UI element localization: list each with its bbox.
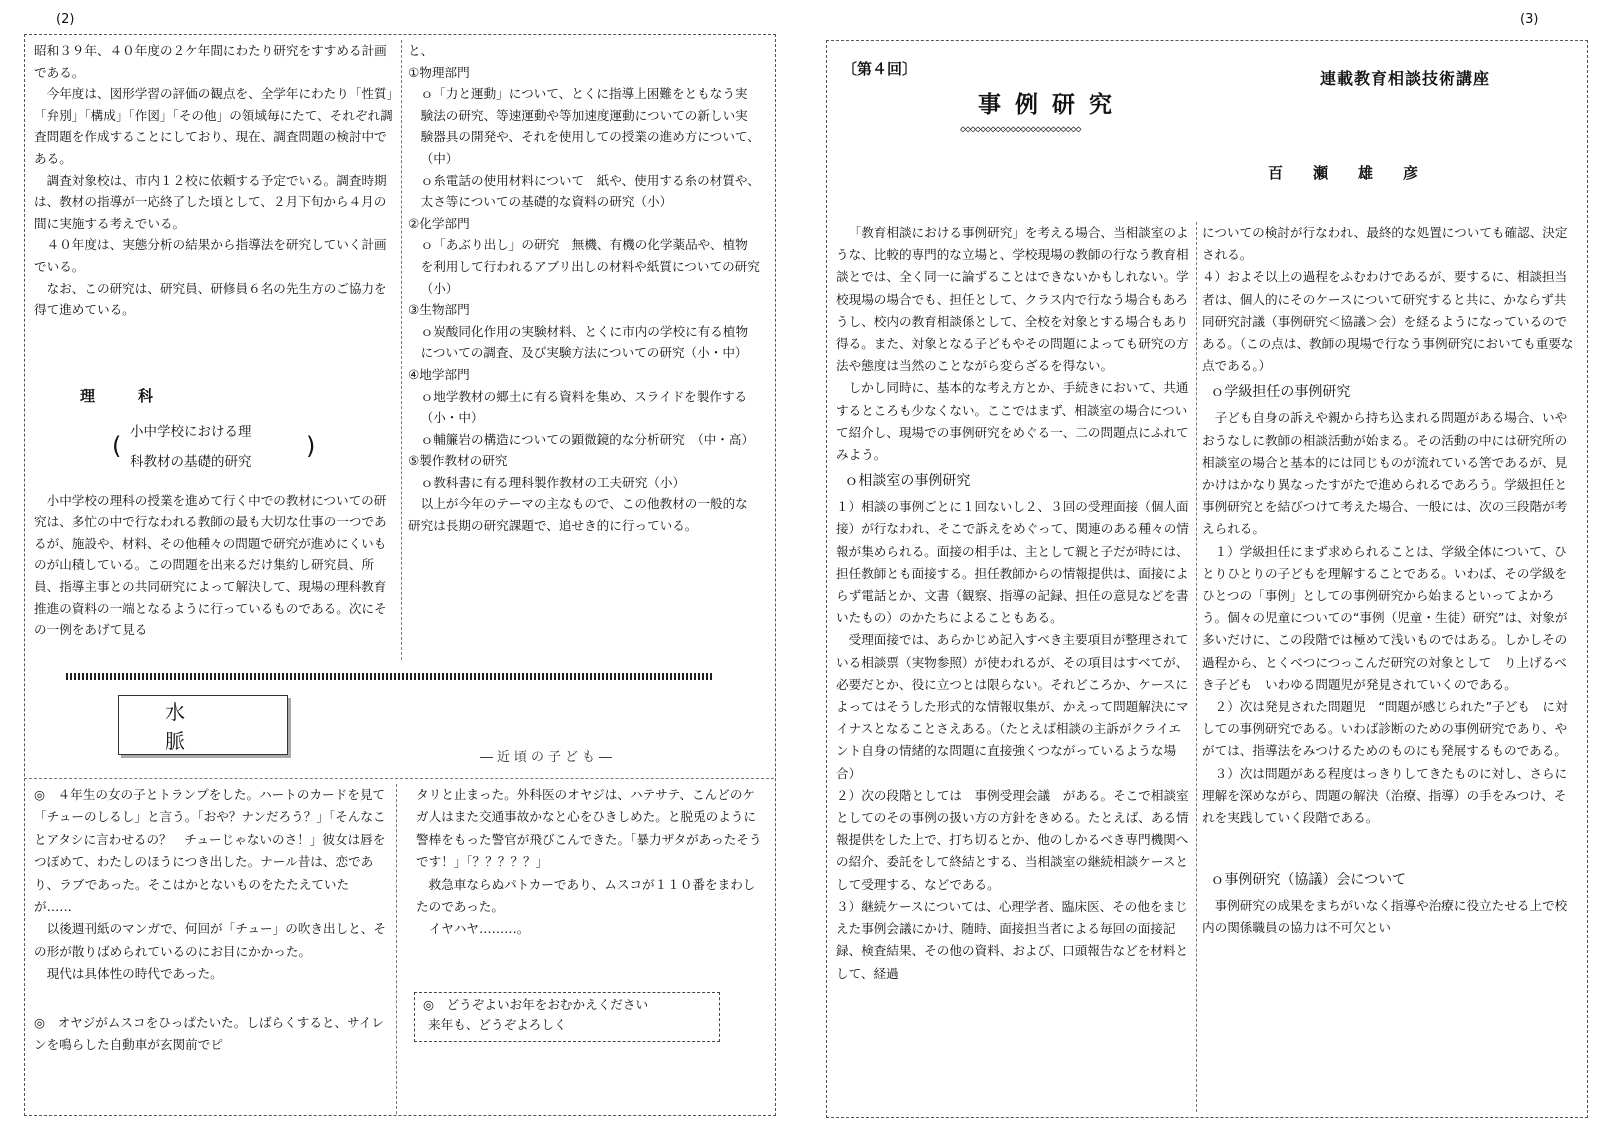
lecture-paragraph: ２）次の段階としては 事例受理会議 がある。そこで相談室としてのその事例の扱い方の方針をきめる。たとえば、ある情報提供をした上で、打ち切るとか、他のしかるべき専門機関への紹介、委託をして終結とする、当相談室の継続相談ケースとして受理する、などである。 (836, 787, 1189, 892)
greeting-line2: 来年も、どうぞよろしく (428, 1017, 567, 1032)
lecture-paragraph: １）学級担任にまず求められることは、学級全体について、ひとりひとりの子どもを理解することである。いわば、その学級をひとつの「事例」としての事例研究から始まるといってよかろう。個々の児童についての“事例（児童・生徒）研究”は、対象が多いだけに、この段階では極めて浅いものではある。しかしその過程から、とくべつにつっこんだ研究の対象として り上げるべき子ども いわゆる問題児が発見されていくのである。 (1202, 543, 1568, 692)
lecture-paragraph: 子ども自身の訴えや親から持ち込まれる問題がある場合、いやおうなしに教師の相談活動が始まる。その活動の中には研究所の相談室の場合と基本的には同じものが流れている筈であるが、見かけはかなり異なったすがたで進められるであろう。学級担任と事例研究とを結びつけて考えた場合、一般には、次の三段階が考えられる。 (1202, 410, 1568, 537)
lecture-paragraph: ３）継続ケースについては、心理学者、臨床医、その他をまじえた事例会議にかけ、随時、面接担当者による毎回の面接記録、検査結果、その他の資料、および、口頭報告などを材料として、経過 (836, 898, 1189, 981)
lecture-paragraph: 「教育相談における事例研究」を考える場合、当相談室のような、比較的専門的な立場と、学校現場の教師の行なう教育相談とでは、全く同一に論ずることはできないかもしれない。学校現場の場合でも、担任として、クラス内で行なう場合もあろうし、校内の教育相談係として、全校を対象とする場合もあり得る。また、対象となる子どもやその問題によっても研究の方法や態度は当然のことながら変らざるを得ない。 (836, 225, 1189, 374)
topic-item: ③生物部門 (408, 302, 470, 318)
page-number: (3) (1520, 12, 1539, 27)
rika-theme (112, 420, 394, 480)
lecture-column-divider (1196, 222, 1197, 1112)
topics-intro: と、 (408, 43, 434, 58)
paren-close: ) (306, 431, 316, 460)
essay-paragraph: ◎ ４年生の女の子とトランプをした。ハートのカードを見て「チューのしるし」と言う。「おや？ナンだろう？」「そんなことアタシに言わせるの？ チューじゃないのさ！」彼女は唇をつぼめて、わたしのほうにつき出した。ナール昔は、恋であり、ラブであった。そこはかとないものをたたえていたが…… (34, 787, 386, 915)
lecture-paragraph: ３）次は問題がある程度はっきりしてきたものに対し、さらに理解を深めながら、問題の解決（治療、指導）の手をみつけ、それを実践していく段階である。 (1202, 765, 1568, 826)
lecture-paragraph: ｏ学級担任の事例研究 (1210, 384, 1351, 401)
essay-divider (396, 784, 397, 1114)
topic-item: 以上が今年のテーマの主なもので、この他教材の一般的な研究は長期の研究課題で、追せき的に行っている。 (408, 496, 748, 534)
rika-body: 小中学校の理科の授業を進めて行く中での教材についての研究は、多忙の中で行なわれる教師の最も大切な仕事の一つであるが、施設や、材料、その他種々の問題で研究が進めにくいものが山積している。この問題を出来るだけ集約し研究員、所員、指導主事との共同研究によって解決して、現場の理科教育推進の資料の一端となるように行っているものである。次にその一例をあげて見る (34, 492, 387, 638)
paragraph: 今年度は、図形学習の評価の観点を、全学年にわたり「性質」「弁別」「構成」「作図」「その他」の領域毎にたて、それぞれ調査問題を作成することにしており、現在、調査問題の検討中である。 (34, 86, 393, 166)
kids-heading: ―近頃の子ども― (480, 750, 617, 765)
math-report-column (34, 40, 394, 321)
topic-item: ｏ輔簾岩の構造についての顕微鏡的な分析研究 （中・高） (420, 431, 755, 447)
lecture-column-1 (836, 222, 1192, 985)
lecture-paragraph: ｏ事例研究（協議）会について (1210, 872, 1407, 889)
rika-heading: 理 科 (80, 387, 168, 405)
lecture-paragraph: 事例研究の成果をまちがいなく指導や治療に役立たせる上で校内の関係職員の協力は不可欠とい (1202, 898, 1568, 936)
suimyaku-title-box (118, 695, 288, 755)
column-divider (401, 40, 402, 660)
topic-item: ｏ「あぶり出し」の研究 無機、有機の化学薬品や、植物を利用して行われるアブリ出しの材料や紙質についての研究（小） (420, 237, 760, 296)
lecture-column-2 (1202, 222, 1576, 940)
right-page (800, 0, 1600, 1131)
essay-paragraph: タリと止まった。外科医のオヤジは、ハテサテ、こんどのケガ人はまた交通事故かなと心をひきしめた。と脱兎のように警棒をもった警官が飛びこんできた。「暴力ザタがあったそうです！」「？？？？？」 (416, 787, 762, 870)
topic-item: ｏ炭酸同化作用の実験材料、とくに市内の学校に有る植物についての調査、及び実験方法についての研究（小・中） (420, 323, 749, 361)
topic-item: ｏ糸電話の使用材料について 紙や、使用する糸の材質や、太さ等についての基礎的な資料の研究（小） (420, 172, 760, 210)
rika-theme-line1: 小中学校における理 (130, 423, 252, 440)
lecture-paragraph: １）相談の事例ごとに１回ないし２、３回の受理面接（個人面接）が行なわれ、そこで訴えをめぐって、関連のある種々の情報が集められる。面接の相手は、主として親と子だが時には、担任教師とも面接する。担任教師からの情報提供は、面接によらず電話とか、文書（観察、指導の記録、担任の意見などを書いたもの）のかたちによることもある。 (836, 499, 1189, 626)
essay-paragraph: ◎ オヤジがムスコをひっぱたいた。しばらくすると、サイレンを鳴らした自動車が玄関前でピ (34, 1014, 385, 1053)
lecture-paragraph: ２）次は発見された問題児 “問題が感じられた”子ども に対しての事例研究である。いわば診断のための事例研究であり、やがては、指導法をみつけるためのものにも発展するものである。 (1202, 699, 1568, 759)
topic-item: ⑤製作教材の研究 (408, 453, 508, 469)
page-number: (2) (56, 12, 75, 27)
essay-top-rule (24, 778, 774, 779)
rika-topics-column (408, 40, 760, 537)
ornament-rule: ◇◇◇◇◇◇◇◇◇◇◇◇◇◇◇◇◇◇◇◇◇◇◇◇ (960, 124, 1081, 135)
lecture-number: 〔第４回〕 (842, 60, 918, 78)
paragraph: ４０年度は、実態分析の結果から指導法を研究していく計画でいる。 (34, 237, 387, 274)
essay-paragraph: 現代は具体性の時代であった。 (46, 966, 223, 982)
essay-paragraph: イヤハヤ………。 (428, 921, 530, 937)
greeting-box (414, 992, 720, 1042)
rika-section (34, 386, 394, 641)
lecture-paragraph: についての検討が行なわれ、最終的な処置についても確認、決定される。 (1202, 225, 1568, 263)
suimyaku-title: 水脈 (165, 700, 231, 753)
topic-item: ①物理部門 (408, 64, 470, 80)
rika-theme-line2: 科教材の基礎的研究 (130, 453, 252, 470)
paragraph: なお、この研究は、研究員、研修員６名の先生方のご協力を得て進めている。 (34, 280, 387, 318)
paragraph: 調査対象校は、市内１２校に依頼する予定でいる。調査時期は、教材の指導が一応終了した頃として、２月下旬から４月の間に実施する考えでいる。 (34, 172, 387, 231)
essay-paragraph: 以後週刊紙のマンガで、何回が「チュー」の吹き出しと、その形が散りばめられているのにお目にかかった。 (34, 921, 386, 959)
paren-open: ( (112, 431, 122, 460)
paragraph: 昭和３９年、４０年度の２ケ年間にわたり研究をすすめる計画である。 (34, 43, 387, 80)
topic-item: ｏ教科書に有る理科製作教材の工夫研究（小） (420, 474, 686, 490)
lecture-paragraph: しかし同時に、基本的な考え方とか、手続きにおいて、共通するところも少なくない。ここではまず、相談室の場合について紹介し、現場での事例研究をめぐる一、二の問題点にふれてみよう。 (836, 380, 1189, 463)
topic-item: ②化学部門 (408, 215, 470, 231)
lecture-title: 事例研究 (978, 92, 1126, 118)
lecture-paragraph: ４）およそ以上の過程をふむわけであるが、要するに、相談担当者は、個人的にそのケースについて研究すると共に、かならず共同研究討議（事例研究＜協議＞会）を経るようになっているのである。（この点は、教師の現場で行なう事例研究においても重要な点である。） (1202, 269, 1574, 374)
lecture-paragraph: ｏ相談室の事例研究 (844, 473, 971, 490)
essay-column-1 (34, 784, 386, 1056)
greeting-line1: ◎ どうぞよいお年をおむかえください (423, 997, 649, 1012)
essay-column-2 (416, 784, 762, 941)
lecture-paragraph: 受理面接では、あらかじめ記入すべき主要項目が整理されている相談票（実物参照）が使われるが、その項目はすべてが、必要だとか、役に立つとは限らない。それどころか、ケースによってはそうした形式的な情報収集が、かえって問題解決にマイナスとなることさえある。（たとえば相談の主訴がクライエント自身の情緒的な問題に直接強くつながっているような場合） (836, 632, 1189, 781)
series-title: 連載教育相談技術講座 (1320, 69, 1491, 88)
topic-item: ④地学部門 (408, 366, 470, 382)
topic-item: ｏ地学教材の郷土に有る資料を集め、スライドを製作する（小・中） (420, 388, 748, 426)
essay-paragraph: 救急車ならぬパトカーであり、ムスコが１１０番をまわしたのであった。 (416, 876, 756, 915)
wave-divider (66, 673, 712, 680)
topic-item: ｏ「力と運動」について、とくに指導上困難をともなう実験法の研究、等速運動や等加速度運動についての新しい実験器具の開発や、それを使用しての授業の進め方について、（中） (420, 86, 760, 166)
author-name: 百瀬雄彦 (1268, 164, 1449, 182)
